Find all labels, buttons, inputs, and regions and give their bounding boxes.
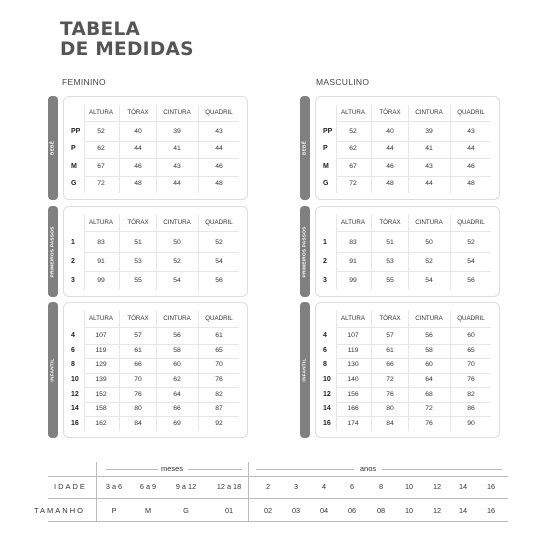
tamanho-cell: 04 bbox=[319, 506, 329, 515]
column-header: CINTURA bbox=[163, 109, 191, 116]
row-divider bbox=[336, 402, 491, 403]
row-divider bbox=[336, 344, 491, 345]
measurement-cell: 43 bbox=[215, 127, 223, 135]
size-label: G bbox=[71, 180, 77, 188]
masculino-section-1 bbox=[300, 206, 500, 297]
size-label: 4 bbox=[71, 332, 75, 340]
measurement-cell: 99 bbox=[97, 276, 105, 284]
measurement-cell: 52 bbox=[467, 238, 475, 246]
idade-cell: 14 bbox=[458, 482, 468, 491]
size-label: 8 bbox=[71, 361, 75, 369]
measurement-cell: 44 bbox=[425, 180, 433, 188]
measurement-cell: 67 bbox=[97, 162, 105, 170]
measurement-cell: 92 bbox=[215, 419, 223, 427]
meses-rule bbox=[106, 469, 158, 470]
measurement-cell: 84 bbox=[134, 419, 142, 427]
tamanho-cell: G bbox=[183, 506, 189, 515]
measurement-cell: 72 bbox=[97, 180, 105, 188]
column-divider bbox=[198, 105, 199, 193]
measurement-cell: 54 bbox=[173, 276, 181, 284]
row-divider bbox=[336, 373, 491, 374]
measurement-cell: 57 bbox=[134, 332, 142, 340]
header-divider bbox=[84, 231, 239, 232]
table-top-rule bbox=[48, 476, 508, 477]
column-header: ALTURA bbox=[89, 219, 113, 226]
column-header: TÓRAX bbox=[379, 315, 401, 322]
measurement-cell: 76 bbox=[386, 390, 394, 398]
size-label: PP bbox=[71, 127, 81, 135]
measurement-cell: 56 bbox=[425, 332, 433, 340]
measurement-cell: 48 bbox=[386, 180, 394, 188]
column-divider bbox=[336, 311, 337, 431]
section-tab-label: INFANTIL bbox=[50, 358, 56, 382]
size-label: G bbox=[323, 180, 329, 188]
section-tab-label: PRIMEIROS PASSOS bbox=[50, 225, 56, 278]
measurement-cell: 60 bbox=[425, 361, 433, 369]
measurement-cell: 44 bbox=[215, 145, 223, 153]
measurement-cell: 72 bbox=[349, 180, 357, 188]
row-divider bbox=[336, 176, 491, 177]
column-header: TÓRAX bbox=[379, 109, 401, 116]
measurement-cell: 39 bbox=[173, 127, 181, 135]
measurement-cell: 152 bbox=[95, 390, 107, 398]
measurement-cell: 68 bbox=[425, 390, 433, 398]
table-bottom-rule bbox=[48, 521, 508, 522]
size-label: P bbox=[323, 145, 328, 153]
meses-rule bbox=[188, 469, 242, 470]
size-label: 2 bbox=[71, 257, 75, 265]
measurement-cell: 55 bbox=[386, 276, 394, 284]
measurement-cell: 76 bbox=[215, 376, 223, 383]
measurement-cell: 55 bbox=[134, 276, 142, 284]
measurement-cell: 54 bbox=[467, 257, 475, 265]
column-header: CINTURA bbox=[415, 315, 443, 322]
anos-rule bbox=[382, 469, 502, 470]
size-label: 16 bbox=[323, 419, 331, 427]
column-divider bbox=[84, 105, 85, 193]
measurement-cell: 139 bbox=[95, 376, 107, 383]
measurement-cell: 51 bbox=[386, 238, 394, 246]
tamanho-cell: 02 bbox=[263, 506, 273, 515]
tamanho-cell: P bbox=[111, 506, 117, 515]
table-label-divider bbox=[96, 462, 97, 521]
anos-label: anos bbox=[359, 464, 377, 473]
section-card bbox=[315, 302, 500, 438]
column-header: CINTURA bbox=[163, 219, 191, 226]
measurement-cell: 66 bbox=[134, 361, 142, 369]
row-divider bbox=[336, 158, 491, 159]
column-header: QUADRIL bbox=[457, 219, 485, 226]
measurement-cell: 64 bbox=[173, 390, 181, 398]
row-divider bbox=[336, 358, 491, 359]
tamanho-cell: 10 bbox=[404, 506, 414, 515]
section-card bbox=[63, 302, 248, 438]
measurement-cell: 64 bbox=[425, 376, 433, 383]
header-divider bbox=[336, 121, 491, 122]
size-label: PP bbox=[323, 127, 333, 135]
section-card bbox=[63, 206, 248, 297]
column-divider bbox=[371, 311, 372, 431]
title-line-1: TABELA bbox=[60, 19, 141, 40]
masculino-section-0 bbox=[300, 96, 500, 200]
measurement-cell: 107 bbox=[347, 332, 359, 340]
idade-cell: 4 bbox=[321, 482, 327, 491]
measurement-cell: 158 bbox=[95, 405, 107, 413]
size-label: 14 bbox=[71, 405, 79, 413]
tamanho-cell: 08 bbox=[376, 506, 386, 515]
measurement-cell: 166 bbox=[347, 405, 359, 413]
column-divider bbox=[156, 311, 157, 431]
column-header: QUADRIL bbox=[457, 315, 485, 322]
measurement-cell: 52 bbox=[215, 238, 223, 246]
size-label: M bbox=[71, 162, 77, 170]
measurement-cell: 43 bbox=[467, 127, 475, 135]
column-divider bbox=[408, 311, 409, 431]
row-divider bbox=[84, 344, 239, 345]
measurement-cell: 48 bbox=[134, 180, 142, 188]
tamanho-cell: 01 bbox=[224, 506, 234, 515]
tamanho-label: TAMANHO bbox=[34, 506, 85, 515]
size-label: 1 bbox=[323, 238, 327, 246]
size-label: 16 bbox=[71, 419, 79, 427]
column-header: QUADRIL bbox=[205, 315, 233, 322]
measurement-cell: 162 bbox=[95, 419, 107, 427]
group-divider bbox=[248, 462, 249, 521]
measurement-cell: 48 bbox=[467, 180, 475, 188]
measurement-cell: 53 bbox=[386, 257, 394, 265]
section-tab bbox=[48, 96, 58, 200]
measurement-cell: 46 bbox=[386, 162, 394, 170]
column-header: ALTURA bbox=[341, 315, 365, 322]
column-header: ALTURA bbox=[89, 315, 113, 322]
column-divider bbox=[408, 105, 409, 193]
measurement-cell: 83 bbox=[97, 238, 105, 246]
tamanho-cell: 16 bbox=[486, 506, 496, 515]
measurement-cell: 50 bbox=[425, 238, 433, 246]
measurement-cell: 46 bbox=[467, 162, 475, 170]
measurement-cell: 91 bbox=[349, 257, 357, 265]
measurement-cell: 50 bbox=[173, 238, 181, 246]
section-tab bbox=[48, 206, 58, 297]
measurement-cell: 61 bbox=[215, 332, 223, 340]
measurement-cell: 57 bbox=[386, 332, 394, 340]
measurement-cell: 60 bbox=[467, 332, 475, 340]
size-label: 12 bbox=[71, 390, 79, 398]
tamanho-cell: 06 bbox=[347, 506, 357, 515]
measurement-cell: 140 bbox=[347, 376, 359, 383]
tamanho-cell: M bbox=[144, 506, 152, 515]
measurement-cell: 72 bbox=[425, 405, 433, 413]
column-divider bbox=[450, 311, 451, 431]
column-header: ALTURA bbox=[89, 109, 113, 116]
measurement-cell: 56 bbox=[173, 332, 181, 340]
section-tab bbox=[300, 302, 310, 438]
measurement-cell: 86 bbox=[467, 405, 475, 413]
size-label: 6 bbox=[323, 346, 327, 354]
measurement-cell: 99 bbox=[349, 276, 357, 284]
size-label: 4 bbox=[323, 332, 327, 340]
measurement-cell: 56 bbox=[215, 276, 223, 284]
measurement-cell: 66 bbox=[386, 361, 394, 369]
column-header: TÓRAX bbox=[127, 315, 149, 322]
measurement-cell: 58 bbox=[425, 346, 433, 354]
column-header: TÓRAX bbox=[127, 109, 149, 116]
measurement-cell: 46 bbox=[215, 162, 223, 170]
row-divider bbox=[84, 176, 239, 177]
tamanho-cell: 12 bbox=[432, 506, 442, 515]
row-divider bbox=[84, 252, 239, 253]
title-line-2: DE MEDIDAS bbox=[60, 39, 194, 60]
size-label: 2 bbox=[323, 257, 327, 265]
measurement-cell: 44 bbox=[467, 145, 475, 153]
column-divider bbox=[119, 311, 120, 431]
section-tab-label: PRIMEIROS PASSOS bbox=[302, 225, 308, 278]
section-tab-label: BEBÊ bbox=[50, 140, 56, 156]
row-divider bbox=[336, 141, 491, 142]
row-divider bbox=[84, 402, 239, 403]
measurement-cell: 76 bbox=[134, 390, 142, 398]
idade-cell: 12 a 18 bbox=[216, 482, 242, 491]
measurement-cell: 62 bbox=[173, 376, 181, 383]
measurement-cell: 90 bbox=[467, 419, 475, 427]
idade-cell: 3 bbox=[293, 482, 299, 491]
idade-cell: 6 a 9 bbox=[139, 482, 157, 491]
measurement-cell: 41 bbox=[425, 145, 433, 153]
measurement-cell: 119 bbox=[95, 346, 107, 354]
measurement-cell: 56 bbox=[467, 276, 475, 284]
masculino-section-2 bbox=[300, 302, 500, 438]
measurement-cell: 52 bbox=[349, 127, 357, 135]
measurement-cell: 39 bbox=[425, 127, 433, 135]
tamanho-cell: 03 bbox=[291, 506, 301, 515]
measurement-cell: 72 bbox=[386, 376, 394, 383]
idade-cell: 10 bbox=[404, 482, 414, 491]
measurement-cell: 58 bbox=[173, 346, 181, 354]
measurement-cell: 62 bbox=[349, 145, 357, 153]
size-label: 8 bbox=[323, 361, 327, 369]
section-tab-label: BEBÊ bbox=[302, 140, 308, 156]
masculino-heading: MASCULINO bbox=[316, 77, 370, 87]
row-divider bbox=[84, 416, 239, 417]
tamanho-cell: 14 bbox=[458, 506, 468, 515]
row-divider bbox=[84, 271, 239, 272]
section-card bbox=[315, 96, 500, 200]
size-label: 10 bbox=[323, 376, 331, 383]
header-divider bbox=[336, 231, 491, 232]
header-divider bbox=[84, 121, 239, 122]
measurement-cell: 76 bbox=[425, 419, 433, 427]
measurement-cell: 51 bbox=[134, 238, 142, 246]
measurement-cell: 44 bbox=[386, 145, 394, 153]
meses-label: meses bbox=[160, 464, 184, 473]
measurement-cell: 43 bbox=[425, 162, 433, 170]
column-divider bbox=[371, 105, 372, 193]
row-divider bbox=[336, 252, 491, 253]
idade-cell: 12 bbox=[432, 482, 442, 491]
measurement-cell: 48 bbox=[215, 180, 223, 188]
row-divider bbox=[336, 271, 491, 272]
row-divider bbox=[84, 387, 239, 388]
column-divider bbox=[156, 105, 157, 193]
measurement-cell: 52 bbox=[425, 257, 433, 265]
feminino-section-0 bbox=[48, 96, 248, 200]
size-label: 14 bbox=[323, 405, 331, 413]
size-label: 10 bbox=[71, 376, 79, 383]
idade-cell: 6 bbox=[349, 482, 355, 491]
section-card bbox=[63, 96, 248, 200]
page-title bbox=[60, 20, 194, 60]
measurement-cell: 44 bbox=[134, 145, 142, 153]
measurement-cell: 44 bbox=[173, 180, 181, 188]
measurement-cell: 61 bbox=[134, 346, 142, 354]
size-label: 12 bbox=[323, 390, 331, 398]
column-header: CINTURA bbox=[415, 109, 443, 116]
column-header: QUADRIL bbox=[205, 109, 233, 116]
measurement-cell: 129 bbox=[95, 361, 107, 369]
measurement-cell: 156 bbox=[347, 390, 359, 398]
column-header: QUADRIL bbox=[205, 219, 233, 226]
row-divider bbox=[84, 141, 239, 142]
row-divider bbox=[84, 373, 239, 374]
measurement-cell: 174 bbox=[347, 419, 359, 427]
idade-cell: 2 bbox=[265, 482, 271, 491]
measurement-cell: 60 bbox=[173, 361, 181, 369]
feminino-section-2 bbox=[48, 302, 248, 438]
column-header: TÓRAX bbox=[127, 219, 149, 226]
idade-cell: 16 bbox=[486, 482, 496, 491]
measurement-cell: 83 bbox=[349, 238, 357, 246]
measurement-cell: 91 bbox=[97, 257, 105, 265]
column-divider bbox=[198, 311, 199, 431]
measurement-cell: 62 bbox=[97, 145, 105, 153]
measurement-cell: 76 bbox=[467, 376, 475, 383]
anos-rule bbox=[256, 469, 354, 470]
measurement-cell: 61 bbox=[386, 346, 394, 354]
measurement-cell: 52 bbox=[173, 257, 181, 265]
column-divider bbox=[84, 311, 85, 431]
measurement-cell: 66 bbox=[173, 405, 181, 413]
measurement-cell: 53 bbox=[134, 257, 142, 265]
measurement-cell: 130 bbox=[347, 361, 359, 369]
column-header: ALTURA bbox=[341, 109, 365, 116]
row-divider bbox=[336, 387, 491, 388]
section-tab-label: INFANTIL bbox=[302, 358, 308, 382]
size-label: 3 bbox=[71, 276, 75, 284]
feminino-section-1 bbox=[48, 206, 248, 297]
measurement-cell: 40 bbox=[134, 127, 142, 135]
measurement-cell: 65 bbox=[467, 346, 475, 354]
row-divider bbox=[84, 358, 239, 359]
column-divider bbox=[450, 105, 451, 193]
measurement-cell: 82 bbox=[467, 390, 475, 398]
size-label: P bbox=[71, 145, 76, 153]
measurement-cell: 70 bbox=[134, 376, 142, 383]
measurement-cell: 87 bbox=[215, 405, 223, 413]
column-header: TÓRAX bbox=[379, 219, 401, 226]
column-divider bbox=[119, 105, 120, 193]
idade-label: IDADE bbox=[54, 482, 87, 491]
table-middle-rule bbox=[48, 498, 508, 499]
measurement-cell: 54 bbox=[215, 257, 223, 265]
measurement-cell: 54 bbox=[425, 276, 433, 284]
measurement-cell: 41 bbox=[173, 145, 181, 153]
measurement-cell: 84 bbox=[386, 419, 394, 427]
measurement-cell: 46 bbox=[134, 162, 142, 170]
measurement-cell: 80 bbox=[386, 405, 394, 413]
row-divider bbox=[84, 158, 239, 159]
column-header: CINTURA bbox=[415, 219, 443, 226]
section-tab bbox=[300, 96, 310, 200]
section-card bbox=[315, 206, 500, 297]
idade-cell: 3 a 6 bbox=[105, 482, 123, 491]
column-header: ALTURA bbox=[341, 219, 365, 226]
header-divider bbox=[336, 327, 491, 328]
measurement-cell: 52 bbox=[97, 127, 105, 135]
measurement-cell: 70 bbox=[467, 361, 475, 369]
size-label: 3 bbox=[323, 276, 327, 284]
column-divider bbox=[336, 105, 337, 193]
column-header: CINTURA bbox=[163, 315, 191, 322]
measurement-cell: 80 bbox=[134, 405, 142, 413]
column-header: QUADRIL bbox=[457, 109, 485, 116]
row-divider bbox=[336, 416, 491, 417]
measurement-cell: 40 bbox=[386, 127, 394, 135]
section-tab bbox=[300, 206, 310, 297]
measurement-cell: 69 bbox=[173, 419, 181, 427]
idade-cell: 9 a 12 bbox=[175, 482, 197, 491]
section-tab bbox=[48, 302, 58, 438]
feminino-heading: FEMININO bbox=[62, 77, 106, 87]
measurement-cell: 119 bbox=[347, 346, 359, 354]
idade-cell: 8 bbox=[378, 482, 384, 491]
measurement-cell: 67 bbox=[349, 162, 357, 170]
size-label: 6 bbox=[71, 346, 75, 354]
size-label: 1 bbox=[71, 238, 75, 246]
measurement-cell: 107 bbox=[95, 332, 107, 340]
measurement-cell: 65 bbox=[215, 346, 223, 354]
measurement-cell: 43 bbox=[173, 162, 181, 170]
measurement-cell: 82 bbox=[215, 390, 223, 398]
measurement-cell: 70 bbox=[215, 361, 223, 369]
header-divider bbox=[84, 327, 239, 328]
size-label: M bbox=[323, 162, 329, 170]
